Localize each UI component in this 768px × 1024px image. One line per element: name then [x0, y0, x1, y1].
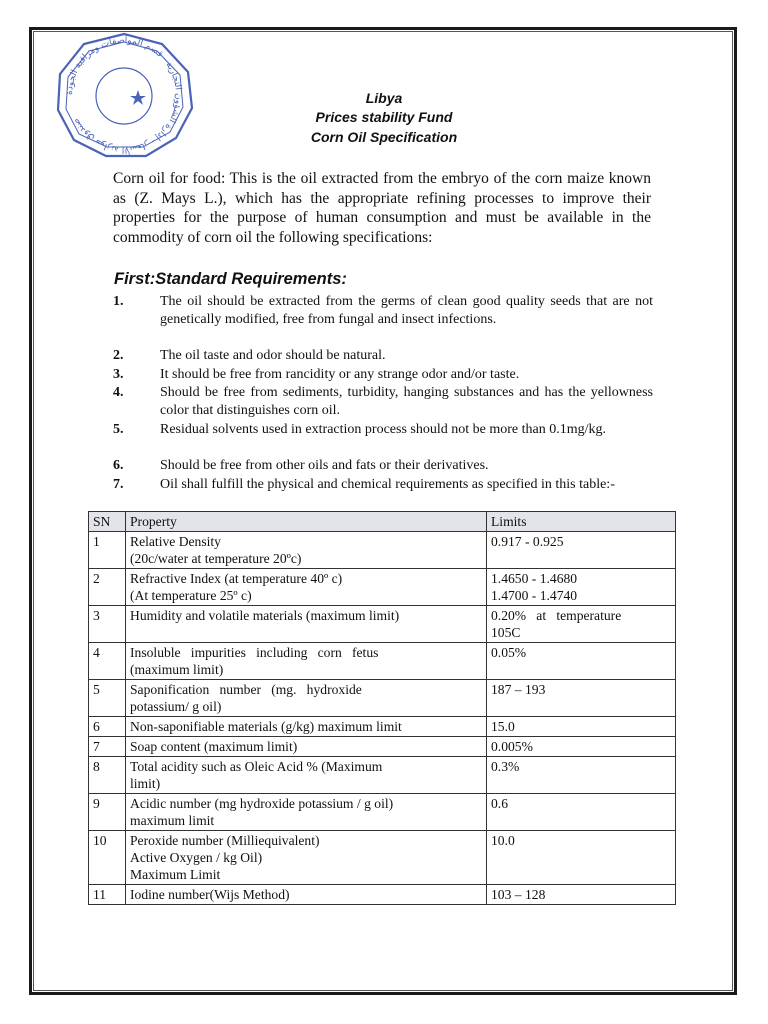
table-row: [89, 532, 676, 569]
limit-line: 105C: [491, 625, 521, 640]
cell-sn: 4: [89, 643, 126, 680]
table-row: [89, 885, 676, 905]
requirement-number: 7.: [113, 477, 124, 492]
cell-property: [126, 643, 487, 680]
requirement-text: Residual solvents used in extraction process should not be more than 0.1mg/kg.: [160, 422, 606, 437]
cell-sn: 9: [89, 794, 126, 831]
requirement-number: 2.: [113, 348, 124, 363]
requirement-number: 5.: [113, 422, 124, 437]
requirement-number: 6.: [113, 458, 124, 473]
cell-sn: 3: [89, 606, 126, 643]
requirement-item: [113, 366, 653, 384]
property-line: Acidic number (mg hydroxide potassium / g oil): [130, 796, 394, 811]
cell-property: [126, 885, 487, 905]
cell-sn: 11: [89, 885, 126, 905]
cell-limit: [487, 680, 676, 717]
limit-line: 187 – 193: [491, 682, 546, 697]
limit-line: 0.3%: [491, 759, 520, 774]
requirement-text: The oil should be extracted from the germs of clean good quality seeds that are not genetically modified, free from fungal and insect infections.: [160, 294, 653, 327]
requirement-item: [113, 347, 653, 365]
limit-line: 1.4700 - 1.4740: [491, 588, 578, 603]
requirement-item: [113, 384, 653, 419]
limit-line: 0.20% at temperature: [491, 608, 622, 623]
column-header-limits: Limits: [487, 512, 676, 532]
stamp-arabic-text: صندوق موازنة الأسعار - إدارة الشؤون التجارية - قسم المواصفات ومراقبة الجودة: [64, 35, 184, 155]
property-line: Humidity and volatile materials (maximum limit): [130, 608, 400, 623]
requirement-item: [113, 293, 653, 328]
requirement-text: Should be free from other oils and fats or their derivatives.: [160, 458, 489, 473]
section-title: First:Standard Requirements:: [114, 270, 347, 288]
table-row: [89, 757, 676, 794]
property-line: Maximum Limit: [130, 867, 221, 882]
requirement-number: 3.: [113, 367, 124, 382]
cell-limit: [487, 794, 676, 831]
cell-limit: [487, 606, 676, 643]
property-line: Peroxide number (Milliequivalent): [130, 833, 320, 848]
property-line: Relative Density: [130, 534, 221, 549]
table-row: [89, 794, 676, 831]
cell-limit: [487, 569, 676, 606]
cell-sn: 6: [89, 717, 126, 737]
cell-sn: 7: [89, 737, 126, 757]
cell-limit: [487, 717, 676, 737]
cell-property: [126, 794, 487, 831]
property-line: Insoluble impurities including corn fetus: [130, 645, 379, 660]
cell-limit: [487, 532, 676, 569]
table-header-row: [89, 512, 676, 532]
cell-sn: 5: [89, 680, 126, 717]
property-line: limit): [130, 776, 161, 791]
property-line: Saponification number (mg. hydroxide: [130, 682, 362, 697]
property-line: (At temperature 25º c): [130, 588, 252, 603]
document-title: Corn Oil Specification: [310, 129, 458, 145]
limit-line: 1.4650 - 1.4680: [491, 571, 578, 586]
limit-line: 0.005%: [491, 739, 533, 754]
requirement-number: 1.: [113, 294, 124, 309]
cell-limit: [487, 885, 676, 905]
property-line: Non-saponifiable materials (g/kg) maximum limit: [130, 719, 402, 734]
property-line: Iodine number(Wijs Method): [130, 887, 290, 902]
cell-property: [126, 532, 487, 569]
column-header-property: Property: [126, 512, 487, 532]
requirement-text: Oil shall fulfill the physical and chemical requirements as specified in this table:-: [160, 477, 615, 492]
limit-line: 15.0: [491, 719, 515, 734]
cell-limit: [487, 737, 676, 757]
limit-line: 0.917 - 0.925: [491, 534, 564, 549]
limit-line: 103 – 128: [491, 887, 546, 902]
intro-paragraph: [113, 169, 651, 247]
property-line: potassium/ g oil): [130, 699, 222, 714]
property-line: (20c/water at temperature 20ºc): [130, 551, 302, 566]
property-line: Soap content (maximum limit): [130, 739, 298, 754]
cell-limit: [487, 643, 676, 680]
property-line: (maximum limit): [130, 662, 224, 677]
property-line: maximum limit: [130, 813, 215, 828]
table-row: [89, 680, 676, 717]
cell-property: [126, 569, 487, 606]
cell-limit: [487, 757, 676, 794]
requirement-text: It should be free from rancidity or any strange odor and/or taste.: [160, 367, 520, 382]
table-row: [89, 737, 676, 757]
limit-line: 0.6: [491, 796, 508, 811]
requirement-item: [113, 476, 653, 494]
table-row: [89, 831, 676, 885]
cell-property: [126, 680, 487, 717]
cell-limit: [487, 831, 676, 885]
requirement-text: Should be free from sediments, turbidity, hanging substances and has the yellowness color that distinguishes corn oil.: [160, 385, 653, 418]
requirement-text: The oil taste and odor should be natural.: [160, 348, 386, 363]
table-row: [89, 717, 676, 737]
cell-property: [126, 757, 487, 794]
cell-property: [126, 831, 487, 885]
limit-line: 0.05%: [491, 645, 527, 660]
table-row: [89, 569, 676, 606]
header-organization: Prices stability Fund: [315, 109, 453, 125]
requirement-item: [113, 421, 653, 439]
property-line: Active Oxygen / kg Oil): [130, 850, 263, 865]
cell-sn: 1: [89, 532, 126, 569]
specification-table: [88, 511, 676, 905]
cell-sn: 10: [89, 831, 126, 885]
limit-line: 10.0: [491, 833, 515, 848]
cell-sn: 2: [89, 569, 126, 606]
requirement-number: 4.: [113, 385, 124, 400]
column-header-sn: SN: [89, 512, 126, 532]
intro-body: : This is the oil extracted from the embryo of the corn maize known as (Z. Mays L.), which has the appropriate refining processes to improve their properties for the purpose of human consumption and must be available in the commodity of corn oil the following specifications:: [113, 170, 651, 246]
table-row: [89, 643, 676, 680]
property-line: Total acidity such as Oleic Acid % (Maximum: [130, 759, 383, 774]
cell-property: [126, 737, 487, 757]
cell-property: [126, 717, 487, 737]
table-row: [89, 606, 676, 643]
cell-sn: 8: [89, 757, 126, 794]
header-country: Libya: [365, 90, 403, 106]
property-line: Refractive Index (at temperature 40º c): [130, 571, 343, 586]
cell-property: [126, 606, 487, 643]
requirement-item: [113, 457, 653, 475]
intro-lead: Corn oil for food: [113, 170, 221, 187]
